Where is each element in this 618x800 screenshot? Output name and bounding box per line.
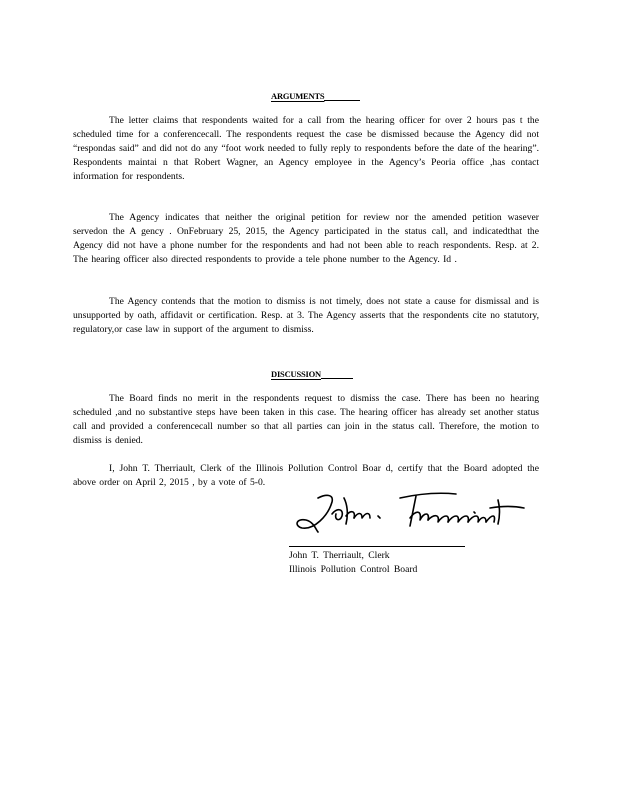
handwritten-signature xyxy=(288,486,528,538)
certification-paragraph: I, John T. Therriault, Clerk of the Illinois Pollution Control Boar d, certify that the Board adopted the above order on April 2, 2015 , by a vote of 5-0. xyxy=(73,463,539,488)
signatory-organization: Illinois Pollution Control Board xyxy=(289,564,418,575)
arguments-heading: ARGUMENTS xyxy=(271,89,360,103)
arguments-paragraph-3: The Agency contends that the motion to dismiss is not timely, does not state a cause for dismissal and is unsupported by oath, affidavit or certification. Resp. at 3. The Agency asserts that the respondents cite no statutory, regulatory,or case law in support of the argument to dismiss. xyxy=(73,296,539,335)
discussion-heading: DISCUSSION xyxy=(271,367,353,381)
signature-line xyxy=(289,546,465,547)
signatory-name: John T. Therriault, Clerk xyxy=(289,550,390,561)
discussion-paragraph-1: The Board finds no merit in the respondents request to dismiss the case. There has been no hearing scheduled ,and no substantive steps have been taken in this case. The hearing officer has already set another status call and provided a conferencecall number so that all parties can join in the status call. Therefore, the motion to dismiss is denied. xyxy=(73,393,539,446)
arguments-paragraph-1: The letter claims that respondents waited for a call from the hearing officer for over 2 hours pas t the scheduled time for a conferencecall. The respondents request the case be dismissed because the Agency did not “respondas said” and did not do any “foot work needed to fully reply to respondents before the date of the hearing”. Respondents maintai n that Robert Wagner, an Agency employee in the Agency’s Peoria office ,has contact information for respondents. xyxy=(73,115,539,182)
arguments-paragraph-2: The Agency indicates that neither the original petition for review nor the amended petition wasever servedon the A gency . OnFebruary 25, 2015, the Agency participated in the status call, and indicatedthat the Agency did not have a phone number for the respondents and had not been able to reach respondents. Resp. at 2. The hearing officer also directed respondents to provide a tele phone number to the Agency. Id . xyxy=(73,212,539,265)
